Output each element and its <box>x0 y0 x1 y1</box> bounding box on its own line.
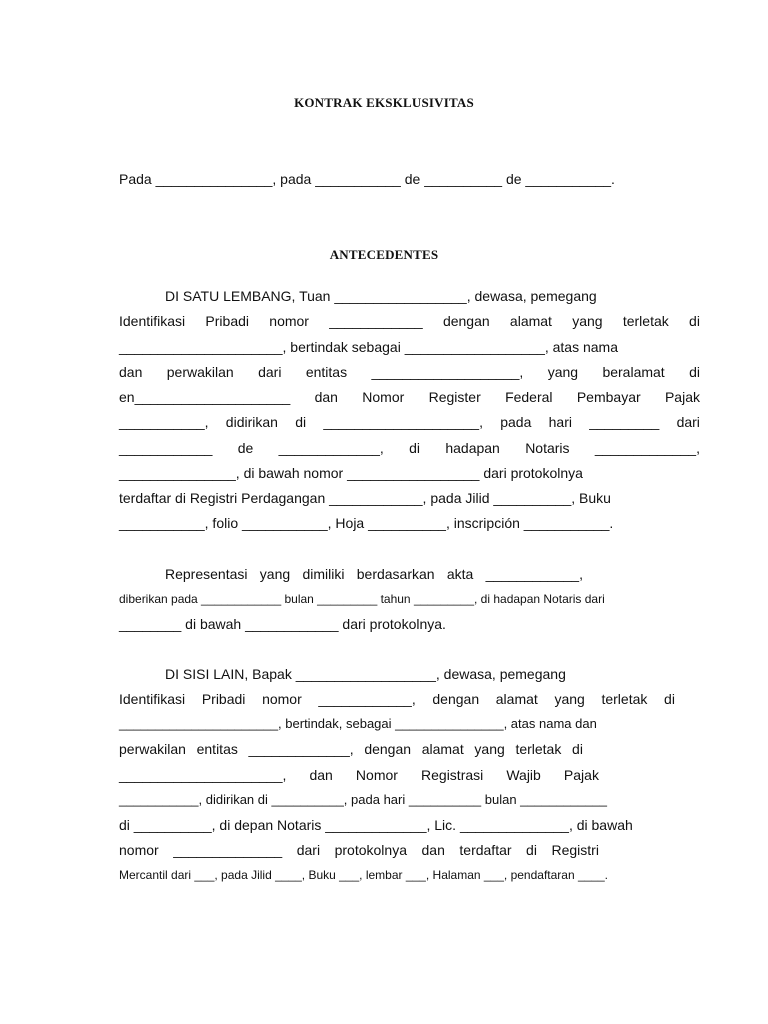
text-fragment: dari <box>258 364 282 380</box>
p3-line <box>119 841 599 859</box>
p3-line <box>119 690 675 708</box>
text-fragment: pada <box>500 414 532 430</box>
p2-line <box>165 565 583 583</box>
text-fragment: _________ <box>589 414 660 430</box>
text-fragment: entitas <box>305 364 348 380</box>
text-fragment: di <box>526 842 537 858</box>
text-fragment: perwakilan <box>166 364 234 380</box>
document-title: KONTRAK EKSKLUSIVITAS <box>294 95 474 110</box>
text-fragment: Representasi <box>165 566 248 582</box>
text-fragment: yang <box>572 313 603 329</box>
p3-line <box>119 866 719 884</box>
text-fragment: nomor <box>269 313 309 329</box>
text-fragment: di __________, di depan Notaris _____________, Lic. ______________, di bawah <box>119 817 633 833</box>
p3-line <box>119 715 700 733</box>
text-fragment: Mercantil dari ___, pada Jilid ____, Buku ___, lembar ___, Halaman ___, pendaftaran ____. <box>119 868 608 882</box>
text-fragment: ________ di bawah ____________ dari protokolnya. <box>119 616 446 632</box>
text-fragment: terletak <box>515 741 562 757</box>
text-fragment: di <box>295 414 307 430</box>
text-fragment: dan <box>119 364 143 380</box>
text-fragment: dan <box>314 389 338 405</box>
text-fragment: _____________________, <box>119 767 287 783</box>
p1-line <box>119 489 700 507</box>
text-fragment: yang <box>259 566 291 582</box>
text-fragment: en____________________ <box>119 389 291 405</box>
text-fragment: _______________, di bawah nomor _________________ dari protokolnya <box>119 465 583 481</box>
text-fragment: dengan <box>432 691 480 707</box>
text-fragment: dan <box>421 842 445 858</box>
text-fragment: nomor <box>119 842 159 858</box>
p3-line <box>165 665 700 683</box>
text-fragment: ____________ <box>329 313 423 329</box>
text-fragment: ___________, folio ___________, Hoja __________, inscripción ___________. <box>119 515 614 531</box>
text-fragment: Pajak <box>563 767 599 783</box>
p1-line <box>119 388 700 406</box>
text-fragment: akta <box>446 566 474 582</box>
text-fragment: ____________________, <box>323 414 483 430</box>
p2-line <box>119 615 700 633</box>
p3-line <box>119 816 700 834</box>
text-fragment: ___________, didirikan di __________, pada hari __________ bulan ____________ <box>119 792 607 807</box>
text-fragment: Registri <box>551 842 599 858</box>
text-fragment: terletak <box>601 691 648 707</box>
text-fragment: Registrasi <box>421 767 484 783</box>
text-fragment: hari <box>548 414 572 430</box>
section-heading: ANTECEDENTES <box>329 247 439 262</box>
text-fragment: _____________, <box>594 440 700 456</box>
text-fragment: Federal <box>505 389 553 405</box>
p1-line <box>119 464 700 482</box>
text-fragment: Pribadi <box>205 313 250 329</box>
text-fragment: di <box>689 313 700 329</box>
text-fragment: ____________, <box>485 566 583 582</box>
p1-line <box>119 363 700 381</box>
text-fragment: alamat <box>421 741 464 757</box>
text-fragment: berdasarkan <box>356 566 435 582</box>
text-fragment: Nomor <box>355 767 398 783</box>
text-fragment: ____________, <box>318 691 416 707</box>
text-fragment: dengan <box>442 313 490 329</box>
text-fragment: DI SISI LAIN, Bapak __________________, dewasa, pemegang <box>165 666 566 682</box>
text-fragment: entitas <box>196 741 238 757</box>
text-fragment: Wajib <box>506 767 541 783</box>
text-fragment: DI SATU LEMBANG, Tuan _________________, dewasa, pemegang <box>165 288 597 304</box>
text-fragment: dari <box>296 842 321 858</box>
text-fragment: di <box>409 440 421 456</box>
text-fragment: Pajak <box>664 389 700 405</box>
text-fragment: Pembayar <box>576 389 641 405</box>
text-fragment: Nomor <box>362 389 405 405</box>
p1-line <box>119 514 700 532</box>
text-fragment: alamat <box>495 691 538 707</box>
text-fragment: terdaftar di Registri Perdagangan ____________, pada Jilid __________, Buku <box>119 490 611 506</box>
text-fragment: ______________________, bertindak, sebagai _______________, atas nama dan <box>119 716 597 731</box>
text-fragment: alamat <box>509 313 552 329</box>
text-fragment: diberikan pada ____________ bulan _________ tahun _________, di hadapan Notaris dari <box>119 592 605 606</box>
text-fragment: di <box>689 364 700 380</box>
text-fragment: ______________ <box>173 842 283 858</box>
text-fragment: Pribadi <box>201 691 246 707</box>
text-fragment: yang <box>547 364 579 380</box>
text-fragment: dimiliki <box>302 566 345 582</box>
p1-line <box>165 287 700 305</box>
text-fragment: terdaftar <box>459 842 512 858</box>
p1-line <box>119 413 700 431</box>
text-fragment: ___________, <box>119 414 209 430</box>
text-fragment: ____________ <box>119 440 213 456</box>
p1-line <box>119 439 700 457</box>
text-fragment: di <box>572 741 583 757</box>
text-fragment: hadapan <box>445 440 500 456</box>
text-fragment: dari <box>676 414 700 430</box>
p1-line <box>119 338 700 356</box>
text-fragment: ___________________, <box>371 364 524 380</box>
text-fragment: _____________________, bertindak sebagai __________________, atas nama <box>119 339 619 355</box>
text-fragment: Register <box>428 389 481 405</box>
text-fragment: Notaris <box>525 440 570 456</box>
text-fragment: di <box>664 691 675 707</box>
date-line: Pada _______________, pada ___________ de __________ de ___________. <box>119 171 615 187</box>
p3-line <box>119 791 700 809</box>
p2-line <box>119 590 700 608</box>
p3-line <box>119 740 583 758</box>
text-fragment: didirikan <box>225 414 278 430</box>
text-fragment: dengan <box>364 741 412 757</box>
text-fragment: yang <box>554 691 585 707</box>
text-fragment: _____________, <box>278 440 384 456</box>
p1-line <box>119 312 700 330</box>
text-fragment: nomor <box>262 691 302 707</box>
text-fragment: de <box>237 440 254 456</box>
text-fragment: terletak <box>622 313 669 329</box>
text-fragment: yang <box>474 741 505 757</box>
text-fragment: beralamat <box>602 364 665 380</box>
p3-line <box>119 766 599 784</box>
text-fragment: Identifikasi <box>119 691 186 707</box>
text-fragment: _____________, <box>248 741 354 757</box>
text-fragment: Identifikasi <box>119 313 186 329</box>
text-fragment: dan <box>309 767 333 783</box>
text-fragment: protokolnya <box>334 842 407 858</box>
text-fragment: perwakilan <box>119 741 186 757</box>
